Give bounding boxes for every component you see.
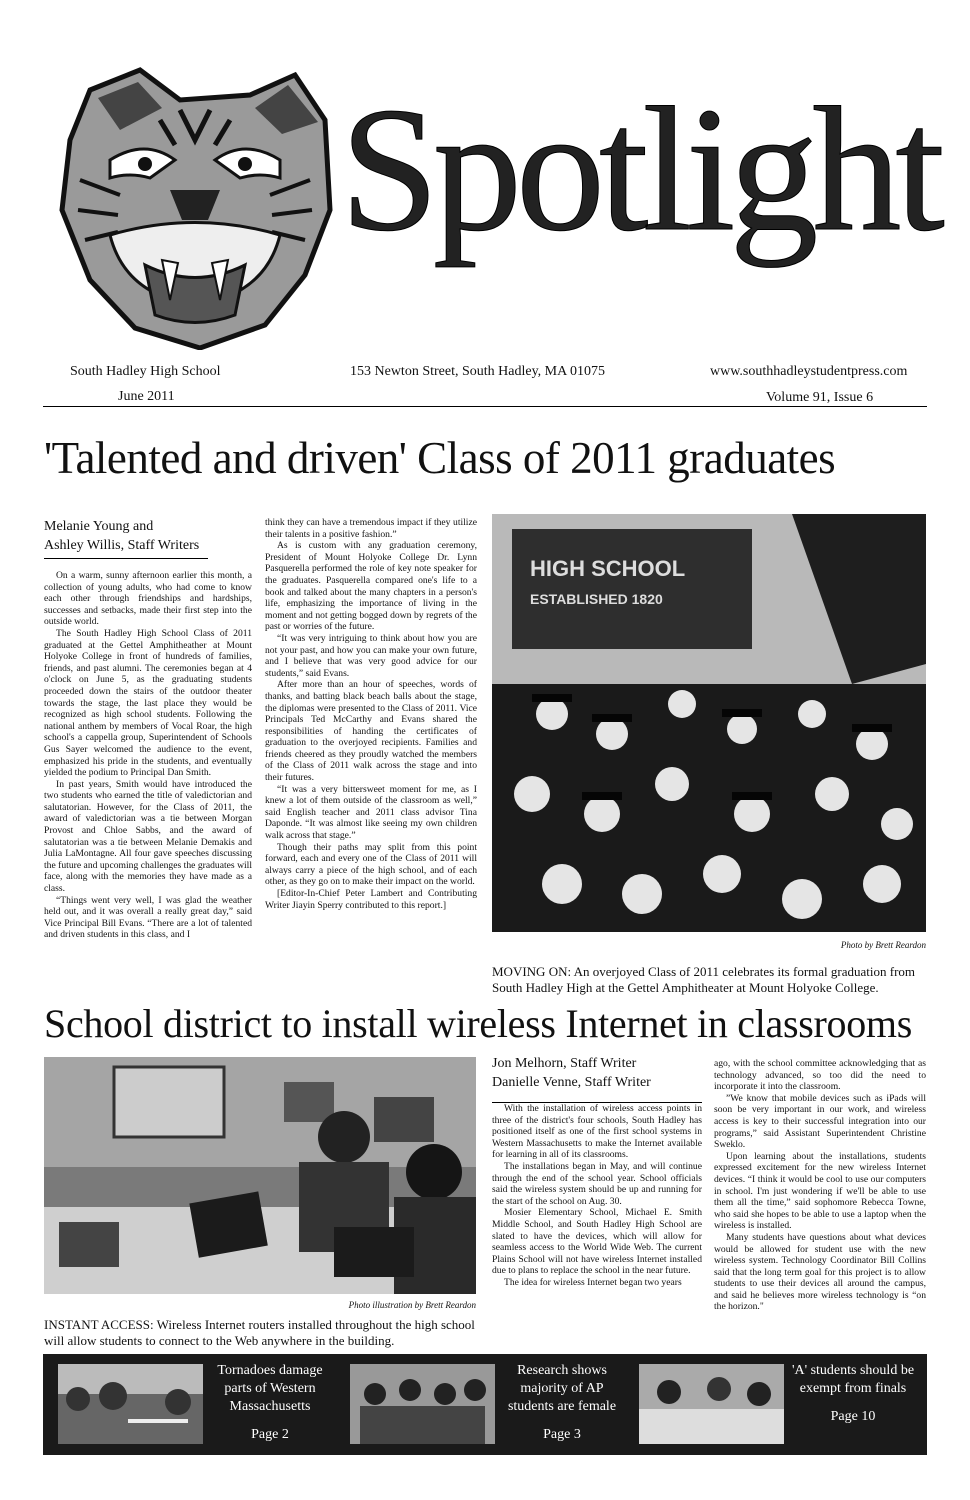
story2-column-1 (492, 1103, 702, 1289)
paragraph: As is custom with any graduation ceremony, President of Mount Holyoke College Dr. Lynn Pasquerella performed the role of key note speaker for the graduates. Pasquerella compared one's life to a book and talked about the many chapters in a person's life, emphasizing the importance of living in the moment and not getting bogged down by regrets of the past or worries of the future. (265, 540, 477, 633)
ap-students-thumbnail-image (350, 1364, 495, 1444)
ap-students-thumbnail[interactable] (350, 1364, 495, 1444)
masthead (40, 60, 939, 360)
graduation-photo (492, 514, 926, 932)
school-name: South Hadley High School (70, 364, 221, 379)
story2-column-2 (714, 1058, 926, 1313)
photo-caption: MOVING ON: An overjoyed Class of 2011 celebrates its formal graduation from South Hadley High at the Gettel Amphitheater at Mount Holyoke College. (492, 964, 916, 995)
byline-rule (44, 558, 208, 559)
story1-column-2 (265, 517, 477, 911)
paragraph: Upon learning about the installations, students expressed excitement for the new wireless Internet devices. “I think it would be cool to use our computers in school. I'm just wondering if we'll be able to use them all the time,” said sophomore Rebecca Towne, who said she hopes to be able to use a laptop when the wireless is installed. (714, 1150, 926, 1232)
issue-volume: Volume 91, Issue 6 (766, 390, 874, 405)
paragraph: [Editor-In-Chief Peter Lambert and Contributing Writer Jiayin Sperry contributed to this report.] (265, 888, 477, 911)
promo-page-number: Page 10 (830, 1409, 876, 1424)
masthead-rule (43, 406, 927, 407)
promo-headline: Tornadoes damage parts of Western Massachusetts (217, 1363, 323, 1414)
paragraph: Though their paths may split from this point forward, each and every one of the Class of 2011 will always carry a piece of the high school, and of each other, as they go on to make their impact on the world. (265, 841, 477, 888)
story2-byline-line2: Danielle Venne, Staff Writer (492, 1075, 651, 1090)
promo-headline: Research shows majority of AP students are female (507, 1363, 617, 1414)
issue-date: June 2011 (118, 389, 175, 404)
classroom-photo (44, 1057, 476, 1294)
paragraph: “Things went very well, I was glad the weather held out, and it was overall a really great day,” said Vice Principal Bill Evans. “There are a lot of talented and driven students in this class, and I (44, 894, 252, 941)
graduation-photo-image (492, 514, 926, 932)
paragraph: ”We know that mobile devices such as iPads will soon be very important in our work, and wireless access is key to their successful integration into our programs,” said Assistant Superintendent Christine Sweklo. (714, 1092, 926, 1151)
paragraph: Many students have questions about what devices would be allowed for student use with the new wireless system. Technology Coordinator Bill Collins said that the long term goal for this project is to allow students to use their devices all around the campus, and said he believes more wireless technology is “on the horizon." (714, 1231, 926, 1313)
photo-credit: Photo by Brett Reardon (840, 940, 926, 950)
photo-credit: Photo illustration by Brett Reardon (348, 1300, 476, 1310)
promo-headline: 'A' students should be exempt from finals (791, 1363, 915, 1396)
promo-story-ap-students[interactable] (497, 1362, 627, 1444)
tornado-thumbnail-image (58, 1364, 203, 1444)
paragraph: The South Hadley High School Class of 2011 graduated at the Gettel Amphitheather at Mount Holyoke College in front of hundreds of families, friends, and past alumni. The ceremonies began at 4 o'clock on June 5, as the graduating students proceeded down the stairs of the outdoor theater towards the stage, the last place they would be recognized as high school students. Following the national anthem by members of Vocal Roar, the high school's a cappella group, Superintendent of Schools Gus Sayer welcomed the audience to the event, emphasized his pride in the students, and eventually yielded the podium to Principal Dan Smith. (44, 627, 252, 779)
story1-byline (44, 517, 208, 559)
masthead-title: Spotlight (340, 70, 939, 268)
promo-page-number: Page 2 (251, 1427, 289, 1442)
promo-bar (43, 1354, 927, 1455)
paragraph: The idea for wireless Internet began two years (504, 1276, 682, 1288)
finals-thumbnail-image (639, 1364, 784, 1444)
photo-sign-line2: ESTABLISHED 1820 (530, 591, 663, 607)
promo-story-tornadoes[interactable] (205, 1362, 335, 1444)
promo-page-number: Page 3 (543, 1427, 581, 1442)
finals-thumbnail[interactable] (639, 1364, 784, 1444)
story2-byline-line1: Jon Melhorn, Staff Writer (492, 1056, 637, 1071)
story1-headline: 'Talented and driven' Class of 2011 graduates (44, 433, 836, 483)
story1-column-1 (44, 570, 252, 941)
photo-caption: INSTANT ACCESS: Wireless Internet routers installed throughout the high school will allow students to connect to the Web anywhere in the building. (44, 1317, 475, 1348)
story2-headline: School district to install wireless Internet in classrooms (44, 1001, 913, 1046)
website-link[interactable]: www.southhadleystudentpress.com (710, 364, 908, 379)
photo-sign-line1: HIGH SCHOOL (530, 556, 686, 581)
paragraph: think they can have a tremendous impact if they utilize their talents in a positive fashion.” (265, 517, 477, 540)
story1-byline-line2: Ashley Willis, Staff Writers (44, 538, 200, 553)
paragraph: “It was very intriguing to think about how you are not your past, and how you can make your own future, and I believe that was very good advice for our students,” said Evans. (265, 632, 477, 679)
promo-story-finals[interactable] (788, 1362, 918, 1426)
paragraph: ago, with the school committee acknowledging that as technology advanced, so too did the need to incorporate it into the classroom. (714, 1058, 926, 1093)
paragraph: “It was a very bittersweet moment for me, as I knew a lot of them outside of the classroom as well,” said English teacher and 2011 class advisor Tina Daponde. “It was almost like seeing my own children walk across that stage.” (265, 783, 477, 842)
paragraph: The installations began in May, and will continue through the end of the school year. School officials said the wireless system should be up and running for the start of the school on Aug. 30. (492, 1160, 702, 1207)
classroom-photo-image (44, 1057, 476, 1294)
paragraph: Mosier Elementary School, Michael E. Smith Middle School, and South Hadley High School are slated to have the devices, which will allow for seamless access to the World Wide Web. The current Plains School will not have wireless Internet installed due to plans to replace the school in the near future. (492, 1207, 702, 1277)
tiger-logo-icon (50, 60, 340, 350)
tornado-thumbnail[interactable] (58, 1364, 203, 1444)
paragraph: After more than an hour of speeches, words of thanks, and batting black beach balls about the stage, the diplomas were presented to the Class of 2011. Vice Principals Ted McCarthy and Evans shared the responsibilities of handing the certificates of graduation to the overjoyed recipients. Families and friends cheered as they proudly watched the members of the Class of 2011 walk across the stage and into their futures. (265, 679, 477, 784)
paragraph: With the installation of wireless access points in three of the district's four schools, South Hadley has positioned itself as one of the first school systems in Western Massachusetts to make the Internet available for learning in all of its classrooms. (492, 1103, 702, 1161)
school-address: 153 Newton Street, South Hadley, MA 01075 (350, 364, 605, 379)
story1-byline-line1: Melanie Young and (44, 519, 154, 534)
paragraph: In past years, Smith would have introduced the two students who earned the title of valedictorian and salutatorian. However, for the Class of 2011, the award of valedictorian was a tie between Morgan Provost and Chloe Sabbs, and the award of salutatorian was a tie between Melanie Demakis and Julia LaMontagne. All four gave speeches discussing the future and upcoming challenges the graduates will face, along with the memories they have made as a class. (44, 778, 252, 895)
paragraph: On a warm, sunny afternoon earlier this month, a collection of young adults, who had come to know each other through friendships and hardships, successes and setbacks, made their first step into the outside world. (44, 570, 252, 628)
story2-byline (492, 1054, 702, 1103)
